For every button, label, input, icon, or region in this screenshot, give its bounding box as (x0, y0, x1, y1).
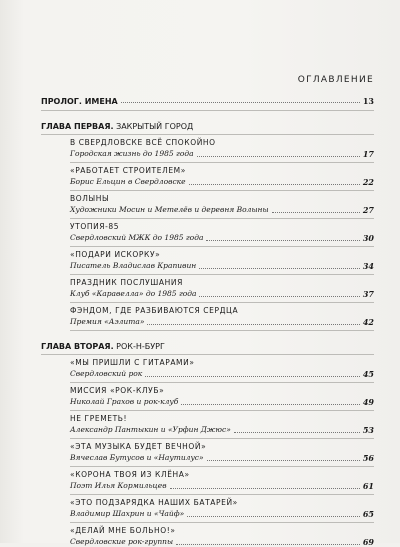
entry-subtitle: Владимир Шахрин и «Чайф» (70, 509, 185, 518)
page-number: 22 (362, 177, 374, 187)
part-label: ГЛАВА ВТОРАЯ. РОК-Н-БУРГ (41, 342, 165, 351)
entry-subtitle: Свердловский рок (70, 369, 143, 378)
entry-subtitle-row (70, 232, 374, 243)
entry-subtitle-row (70, 148, 374, 159)
entry-subtitle: Свердловские рок-группы (70, 537, 174, 546)
entry-title: «ПОДАРИ ИСКОРКУ» (70, 250, 161, 259)
toc-entry (41, 247, 374, 275)
part-2-entries (41, 355, 374, 547)
dot-leader (234, 432, 360, 433)
entry-subtitle-row (70, 480, 374, 491)
entry-subtitle-row (70, 288, 374, 299)
entry-subtitle-row (70, 316, 374, 327)
entry-subtitle: Клуб «Каравелла» до 1985 года (70, 289, 197, 298)
dot-leader (187, 516, 360, 517)
entry-title: МИССИЯ «РОК-КЛУБ» (70, 386, 165, 395)
entry-subtitle: Вячеслав Бутусов и «Наутилус» (70, 453, 204, 462)
toc-entry (41, 411, 374, 439)
entry-title: ФЭНДОМ, ГДЕ РАЗБИВАЮТСЯ СЕРДЦА (70, 306, 239, 315)
page-number: 13 (362, 96, 374, 106)
entry-title: «КОРОНА ТВОЯ ИЗ КЛЁНА» (70, 470, 190, 479)
toc-entry (41, 303, 374, 331)
entry-subtitle-row (70, 204, 374, 215)
dot-leader (272, 212, 360, 213)
toc-entry (41, 495, 374, 523)
entry-subtitle: Александр Пантыкин и «Урфин Джюс» (70, 425, 231, 434)
toc-entry (41, 467, 374, 495)
toc-entry (41, 355, 374, 383)
part-label: ПРОЛОГ. ИМЕНА (41, 97, 118, 106)
entry-subtitle-row (70, 536, 374, 547)
entry-subtitle: Писатель Владислав Крапивин (70, 261, 197, 270)
page-number: 30 (362, 233, 374, 243)
dot-leader (197, 156, 360, 157)
dot-leader (170, 488, 360, 489)
page-number: 49 (362, 397, 374, 407)
dot-leader (181, 404, 360, 405)
entry-subtitle: Городская жизнь до 1985 года (70, 149, 194, 158)
entry-subtitle: Свердловский МЖК до 1985 года (70, 233, 204, 242)
page-number: 45 (362, 369, 374, 379)
page-number: 42 (362, 317, 374, 327)
entry-subtitle-row (70, 452, 374, 463)
entry-subtitle-row (70, 508, 374, 519)
entry-subtitle-row (70, 424, 374, 435)
toc-entry (41, 163, 374, 191)
dot-leader (189, 184, 360, 185)
entry-subtitle: Поэт Илья Кормильцев (70, 481, 167, 490)
toc-entry (41, 135, 374, 163)
dot-leader (199, 296, 359, 297)
entry-title: НЕ ГРЕМЕТЬ! (70, 414, 128, 423)
part-label: ГЛАВА ПЕРВАЯ. ЗАКРЫТЫЙ ГОРОД (41, 122, 194, 131)
toc-entry (41, 219, 374, 247)
entry-subtitle-row (70, 176, 374, 187)
dot-leader (145, 376, 360, 377)
dot-leader (199, 268, 360, 269)
entry-subtitle: Художники Мосин и Метелёв и деревня Волыны (70, 205, 269, 214)
toc-entry (41, 383, 374, 411)
toc-entry (41, 191, 374, 219)
entry-title: УТОПИЯ-85 (70, 222, 120, 231)
entry-title: «ДЕЛАЙ МНЕ БОЛЬНО!» (70, 526, 176, 535)
part-1-entries (41, 135, 374, 331)
toc-entry (41, 439, 374, 467)
divider (70, 330, 374, 331)
entry-title: «РАБОТАЕТ СТРОИТЕЛЕМ» (70, 166, 186, 175)
dot-leader (206, 240, 359, 241)
page-number: 61 (362, 481, 374, 491)
entry-title: «ЭТО ПОДЗАРЯДКА НАШИХ БАТАРЕЙ» (70, 498, 238, 507)
entry-subtitle-row (70, 396, 374, 407)
entry-title: ПРАЗДНИК ПОСЛУШАНИЯ (70, 278, 183, 287)
page-number: 27 (362, 205, 374, 215)
page-number: 69 (362, 537, 374, 547)
toc-heading: ОГЛАВЛЕНИЕ (297, 75, 374, 85)
toc-entry (41, 523, 374, 547)
toc-entry (41, 275, 374, 303)
entry-title: ВОЛЫНЫ (70, 194, 110, 203)
page-number: 37 (362, 289, 374, 299)
entry-subtitle: Премия «Аэлита» (70, 317, 145, 326)
dot-leader (147, 324, 359, 325)
entry-subtitle-row (70, 368, 374, 379)
entry-subtitle: Борис Ельцин в Свердловске (70, 177, 186, 186)
table-of-contents (41, 92, 374, 547)
dot-leader (176, 544, 360, 545)
page-number: 17 (362, 149, 374, 159)
dot-leader (207, 460, 360, 461)
toc-part-1 (41, 117, 374, 131)
dot-leader (121, 102, 360, 103)
page-number: 34 (362, 261, 374, 271)
entry-subtitle: Николай Грахов и рок-клуб (70, 397, 179, 406)
entry-title: «МЫ ПРИШЛИ С ГИТАРАМИ» (70, 358, 195, 367)
toc-part-2 (41, 337, 374, 351)
page-number: 53 (362, 425, 374, 435)
entry-title: В СВЕРДЛОВСКЕ ВСЁ СПОКОЙНО (70, 138, 216, 147)
divider (41, 110, 374, 111)
toc-part-prologue (41, 92, 374, 106)
page-number: 65 (362, 509, 374, 519)
entry-title: «ЭТА МУЗЫКА БУДЕТ ВЕЧНОЙ» (70, 442, 207, 451)
entry-subtitle-row (70, 260, 374, 271)
page-number: 56 (362, 453, 374, 463)
